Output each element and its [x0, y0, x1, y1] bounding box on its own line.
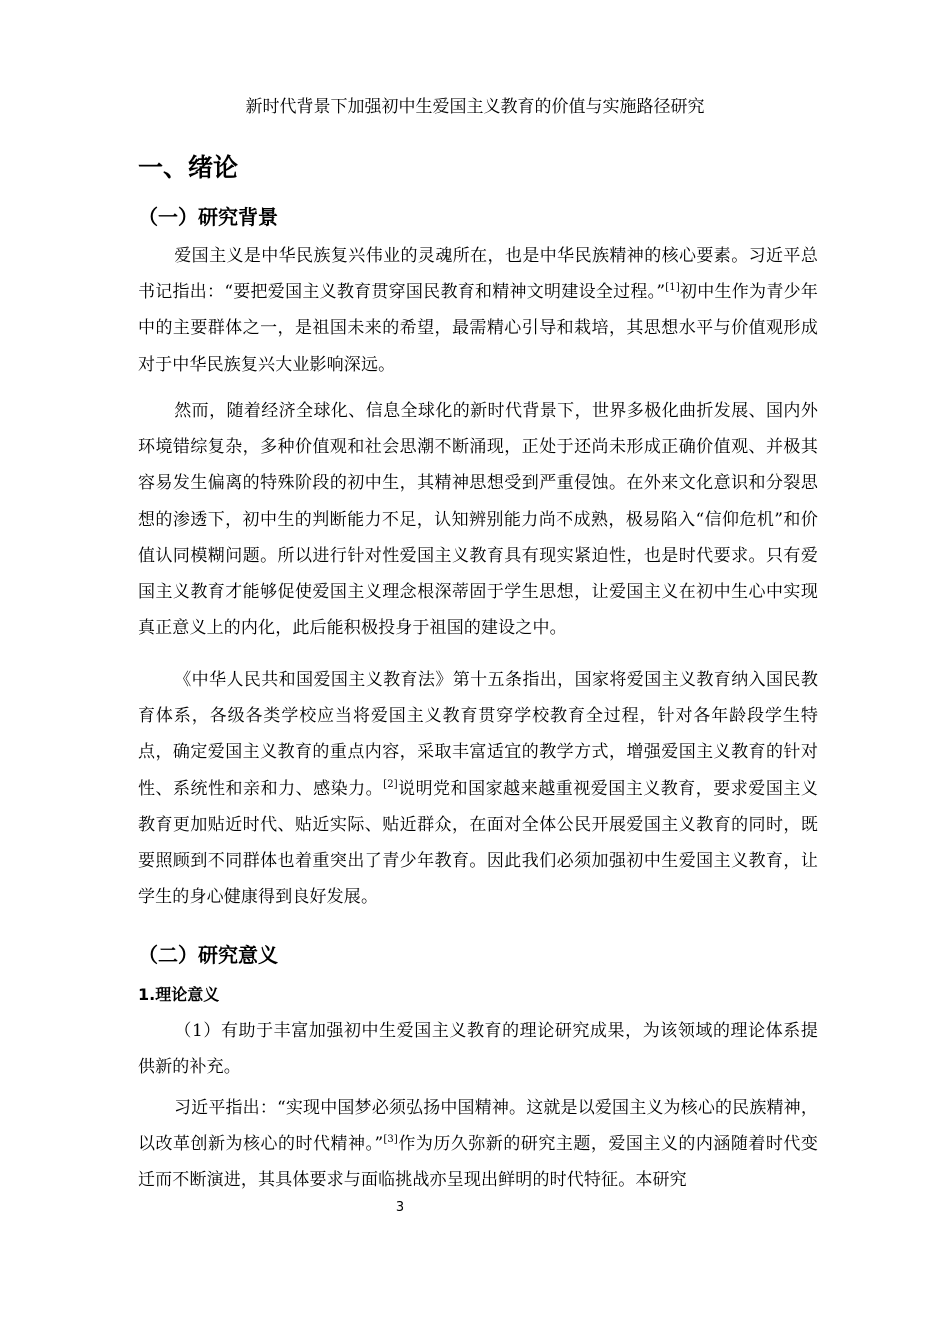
paragraph-4 [138, 1013, 818, 1085]
citation-3: [3] [383, 1134, 398, 1146]
paragraph-5-text-a: 习近平指出：“实现中国梦必须弘扬中国精神。这就是以爱国主义为核心的民族精神，以改革创新为核心的时代精神。” [138, 1098, 818, 1155]
page-number: 3 [395, 1200, 405, 1215]
running-head: 新时代背景下加强初中生爱国主义教育的价值与实施路径研究 [245, 97, 705, 117]
paragraph-5-text-b: 作为历久弥新的研究主题，爱国主义的内涵随着时代变迁而不断演进，其具体要求与面临挑战亦呈现出鲜明的时代特征。本研究 [138, 1134, 818, 1191]
paragraph-4-text: （1）有助于丰富加强初中生爱国主义教育的理论研究成果，为该领域的理论体系提供新的补充。 [138, 1021, 818, 1078]
subsection-title-theory: 1.理论意义 [138, 985, 220, 1004]
paragraph-1-text-a: 爱国主义是中华民族复兴伟业的灵魂所在，也是中华民族精神的核心要素。习近平总书记指出：“要把爱国主义教育贯穿国民教育和精神文明建设全过程。” [138, 246, 818, 303]
paragraph-1-text-b: 初中生作为青少年中的主要群体之一，是祖国未来的希望，最需精心引导和栽培，其思想水平与价值观形成对于中华民族复兴大业影响深远。 [138, 282, 818, 375]
paragraph-1 [138, 238, 818, 383]
section-title-significance: （二）研究意义 [138, 943, 278, 967]
paragraph-3-text-a: 《中华人民共和国爱国主义教育法》第十五条指出，国家将爱国主义教育纳入国民教育体系，各级各类学校应当将爱国主义教育贯穿学校教育全过程，针对各年龄段学生特点，确定爱国主义教育的重点内容，采取丰富适宜的教学方式，增强爱国主义教育的针对性、系统性和亲和力、感染力。 [138, 670, 818, 799]
citation-2: [2] [383, 778, 398, 790]
section-title-background: （一）研究背景 [138, 205, 278, 229]
paragraph-2-text: 然而，随着经济全球化、信息全球化的新时代背景下，世界多极化曲折发展、国内外环境错综复杂，多种价值观和社会思潮不断涌现，正处于还尚未形成正确价值观、并极其容易发生偏离的特殊阶段的初中生，其精神思想受到严重侵蚀。在外来文化意识和分裂思想的渗透下，初中生的判断能力不足，认知辨别能力尚不成熟，极易陷入“信仰危机”和价值认同模糊问题。所以进行针对性爱国主义教育具有现实紧迫性，也是时代要求。只有爱国主义教育才能够促使爱国主义理念根深蒂固于学生思想，让爱国主义在初中生心中实现真正意义上的内化，此后能积极投身于祖国的建设之中。 [138, 401, 818, 639]
chapter-title: 一、绪论 [138, 153, 239, 182]
paragraph-3 [138, 662, 818, 915]
paragraph-2 [138, 393, 818, 646]
citation-1: [1] [665, 282, 680, 294]
paragraph-5 [138, 1090, 818, 1199]
paragraph-3-text-b: 说明党和国家越来越重视爱国主义教育，要求爱国主义教育更加贴近时代、贴近实际、贴近群众，在面对全体公民开展爱国主义教育的同时，既要照顾到不同群体也着重突出了青少年教育。因此我们必须加强初中生爱国主义教育，让学生的身心健康得到良好发展。 [138, 778, 818, 908]
